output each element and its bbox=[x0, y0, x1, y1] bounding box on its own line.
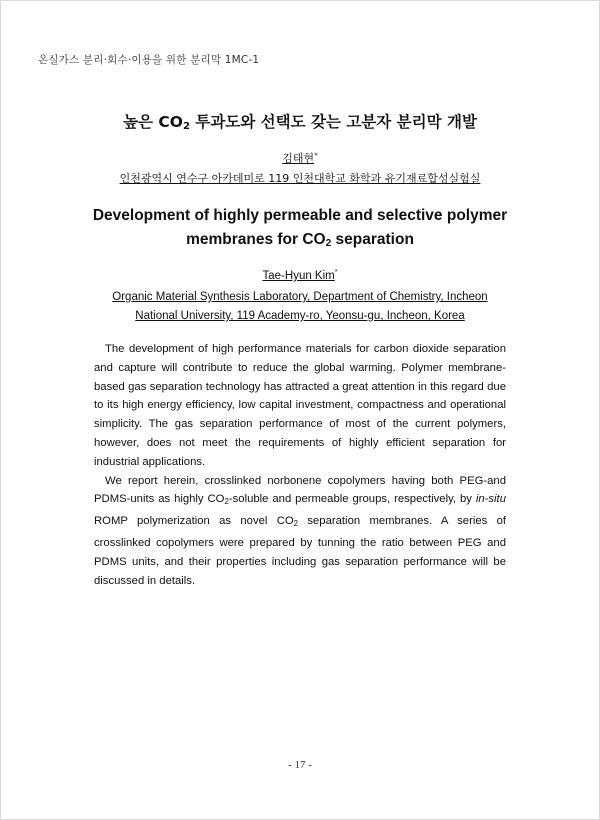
english-title-line1: Development of highly permeable and selective polymer bbox=[92, 207, 508, 224]
korean-title-post: 투과도와 선택도 갖는 고분자 분리막 개발 bbox=[190, 113, 477, 131]
abstract-p2-d: separation membranes. A series of crosslinked copolymers were prepared by tunning the ratio between PEG and PDMS units, and their properties including gas separation performance will be discussed in details. bbox=[94, 515, 506, 587]
abstract-p2-a: We report herein, crosslinked norbonene copolymers having both PEG-and PDMS-units as highly CO bbox=[94, 474, 506, 506]
abstract-p2-sub1: 2 bbox=[224, 497, 229, 507]
korean-author-name: 김태현 bbox=[282, 152, 315, 165]
abstract-body bbox=[94, 340, 506, 590]
english-title-subscript: 2 bbox=[325, 238, 332, 249]
english-affiliation-line1: Organic Material Synthesis Laboratory, Department of Chemistry, Incheon bbox=[112, 291, 488, 303]
english-title-line2 bbox=[70, 228, 530, 256]
abstract-p2-b: -soluble and permeable groups, respectively, by bbox=[228, 493, 476, 506]
page-number: - 17 - bbox=[288, 759, 312, 771]
korean-affiliation: 인천광역시 연수구 아카데미로 119 인천대학교 화학과 유기재료합성실험실 bbox=[119, 172, 481, 185]
abstract-p2-c: ROMP polymerization as novel CO bbox=[94, 515, 294, 528]
english-author-name: Tae-Hyun Kim bbox=[262, 269, 335, 282]
korean-title-subscript: 2 bbox=[182, 121, 190, 132]
english-author-mark: * bbox=[334, 269, 338, 276]
english-affiliation-line2: National University, 119 Academy-ro, Yeonsu-gu, Incheon, Korea bbox=[135, 310, 465, 322]
english-author bbox=[0, 269, 600, 282]
korean-title bbox=[0, 110, 600, 132]
english-affiliation bbox=[90, 288, 510, 326]
english-title-line2-post: separation bbox=[331, 231, 414, 248]
korean-author-mark: * bbox=[314, 151, 318, 160]
english-title-line2-pre: membranes for CO bbox=[186, 231, 326, 248]
korean-title-pre: 높은 CO bbox=[123, 113, 183, 131]
english-title bbox=[70, 204, 530, 256]
korean-author bbox=[0, 150, 600, 166]
running-header: 온실가스 분리·회수·이용을 위한 분리막 1MC-1 bbox=[38, 54, 260, 66]
abstract-p2-italic: in-situ bbox=[475, 493, 506, 506]
abstract-paragraph-1: The development of high performance materials for carbon dioxide separation and capture will contribute to reduce the global warming. Polymer membrane-based gas separation technology has attracted a great attention in this regard due to its high energy efficiency, low capital investment, compactness and operational simplicity. The gas separation performance of most of the current polymers, however, does not meet the requirements of highly efficient separation for industrial applications. bbox=[94, 343, 506, 468]
abstract-paragraph-2 bbox=[94, 472, 506, 591]
abstract-p2-sub2: 2 bbox=[293, 519, 299, 529]
